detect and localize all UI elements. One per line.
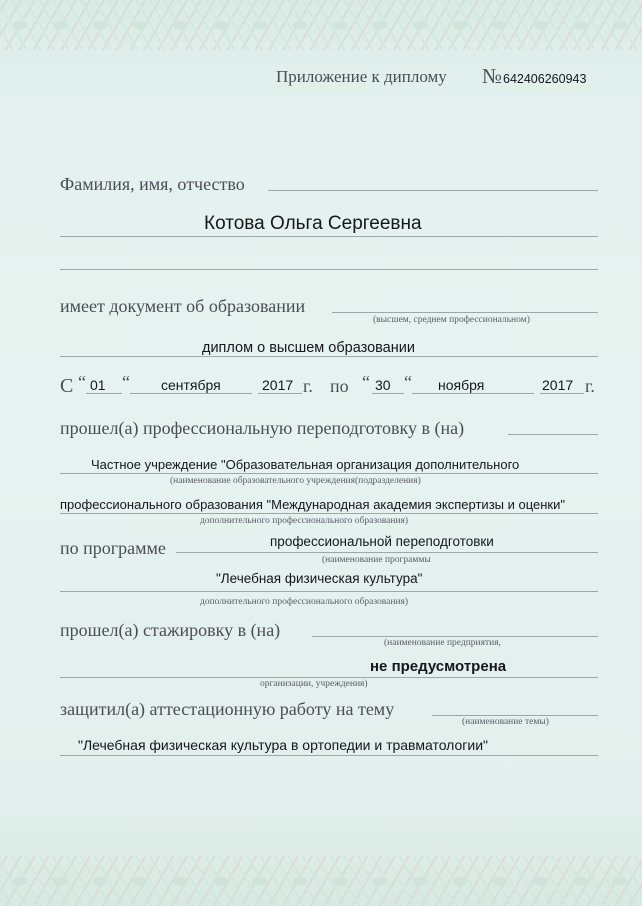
thesis-value: "Лечебная физическая культура в ортопедии и травматологии" xyxy=(78,737,489,753)
program-line-2 xyxy=(60,591,598,592)
period-line-from-month xyxy=(130,393,252,394)
period-quote-3: “ xyxy=(362,372,370,392)
retraining-caption1: (наименование образовательного учреждения(подразделения) xyxy=(170,476,421,486)
period-to-month: ноября xyxy=(438,377,485,393)
period-quote-4: “ xyxy=(404,372,412,392)
internship-line-2 xyxy=(60,677,598,678)
thesis-line-1 xyxy=(432,715,598,716)
retraining-caption2: дополнительного профессионального образования) xyxy=(200,516,409,526)
program-line-1 xyxy=(176,552,598,553)
retraining-line1: Частное учреждение "Образовательная организация дополнительного xyxy=(91,457,520,472)
period-line-to-day xyxy=(372,393,404,394)
fio-line-1 xyxy=(268,190,598,191)
retraining-line2: профессионального образования "Международная академия экспертизы и оценки" xyxy=(60,497,565,512)
fio-line-3 xyxy=(60,269,598,270)
internship-caption2: организации, учреждения) xyxy=(260,679,368,689)
bottom-ornament-band xyxy=(0,856,642,906)
period-year-suffix-1: г. xyxy=(303,376,313,396)
period-to-year: 2017 xyxy=(542,377,574,393)
retraining-line-2 xyxy=(60,513,598,514)
fio-label: Фамилия, имя, отчество xyxy=(60,174,245,194)
program-label: по программе xyxy=(60,538,166,558)
program-caption2: дополнительного профессионального образования) xyxy=(200,597,409,607)
number-sign: № xyxy=(482,64,503,88)
education-value: диплом о высшем образовании xyxy=(202,340,415,356)
education-line-2 xyxy=(60,356,598,357)
education-caption: (высшем, среднем профессиональном) xyxy=(373,315,530,325)
top-ornament-band xyxy=(0,0,642,50)
thesis-line-2 xyxy=(60,755,598,756)
program-caption1: (наименование программы xyxy=(322,555,431,565)
period-quote-1: “ xyxy=(78,372,86,392)
program-value2: "Лечебная физическая культура" xyxy=(216,571,423,586)
period-to-day: 30 xyxy=(375,377,391,393)
header-title: Приложение к диплому xyxy=(276,67,447,86)
period-year-suffix-2: г. xyxy=(585,376,595,396)
internship-value: не предусмотрена xyxy=(370,658,507,675)
internship-caption1: (наименование предприятия, xyxy=(384,638,501,648)
period-line-to-month xyxy=(412,393,534,394)
period-to-prefix: по xyxy=(330,376,349,396)
retraining-line-0 xyxy=(508,434,598,435)
period-line-from-year xyxy=(258,393,302,394)
period-line-to-year xyxy=(540,393,584,394)
education-line-1 xyxy=(332,312,598,313)
fio-line-2 xyxy=(60,236,598,237)
internship-line-1 xyxy=(312,636,598,637)
period-from-year: 2017 xyxy=(262,377,294,393)
retraining-label: прошел(а) профессиональную переподготовку в (на) xyxy=(60,418,465,438)
fio-value: Котова Ольга Сергеевна xyxy=(204,213,422,234)
period-from-month: сентября xyxy=(161,377,221,393)
thesis-label: защитил(а) аттестационную работу на тему xyxy=(60,699,395,719)
retraining-line-1 xyxy=(60,473,598,474)
internship-label: прошел(а) стажировку в (на) xyxy=(60,620,281,640)
thesis-caption: (наименование темы) xyxy=(462,717,549,727)
program-value1: профессиональной переподготовки xyxy=(270,534,494,549)
period-quote-2: “ xyxy=(122,372,130,392)
period-from-day: 01 xyxy=(90,377,106,393)
period-line-from-day xyxy=(86,393,122,394)
period-from-prefix: С xyxy=(60,375,74,397)
diploma-number: 642406260943 xyxy=(503,72,587,86)
education-label: имеет документ об образовании xyxy=(60,296,306,316)
